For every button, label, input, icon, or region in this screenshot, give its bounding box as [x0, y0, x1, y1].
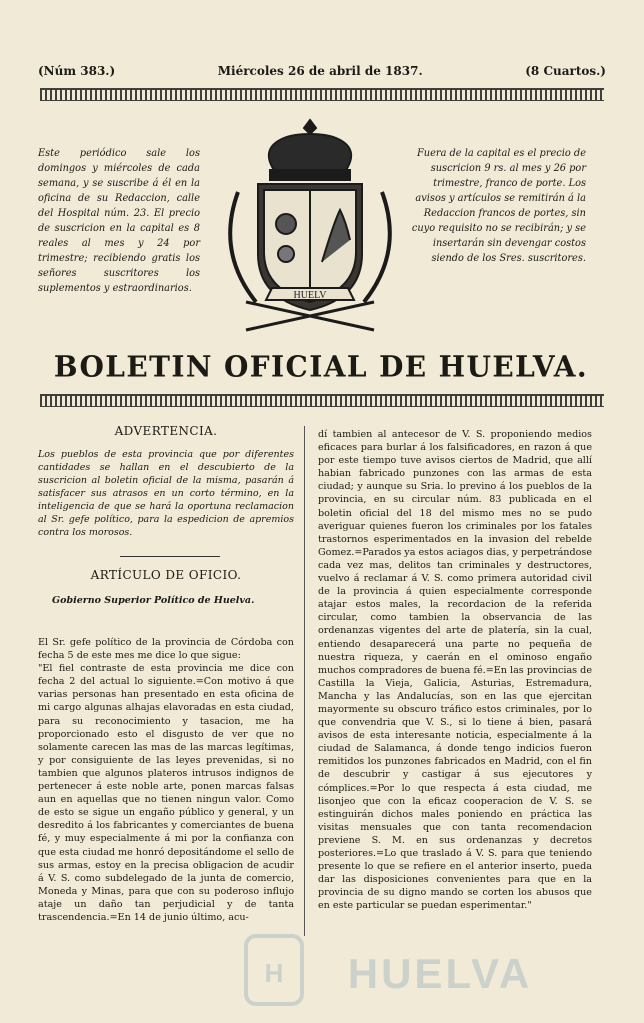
intro-left-paragraph: Este periódico sale los domingos y miércoles de cada semana, y se suscribe á él en la oficina de su Redaccion, calle del Hospital núm. 23. El precio de suscricion en la capital es 8 reales al mes y 24 por trimestre; recibiendo gratis los señores suscritores los suplementos y estraordinarios.	[38, 148, 200, 294]
ornament-rule-masthead	[40, 394, 604, 407]
column-divider	[304, 426, 305, 936]
issue-date: Miércoles 26 de abril de 1837.	[217, 64, 423, 78]
articulo-section	[38, 568, 294, 607]
issue-header	[38, 62, 606, 80]
coat-of-arms-crest	[210, 112, 410, 342]
intro-right-paragraph: Fuera de la capital es el precio de suscricion 9 rs. al mes y 26 por trimestre, franco de porte. Los avisos y artículos se remitirán á la Redaccion francos de portes, sin cuyo requisito no se recibirán; y se insertarán sin devengar costos siendo de los Sres. suscritores.	[411, 148, 586, 264]
advertencia-text: Los pueblos de esta provincia que por diferentes cantidades se hallan en el descubierto de la suscricion al boletin oficial de la misma, pasarán á satisfacer sus atrasos en un corto término, en la inteligencia de que se hará la oportuna reclamacion al Sr. gefe político, para la espedicion de apremios contra los morosos.	[38, 449, 294, 538]
section-divider	[120, 556, 220, 557]
advertencia-section	[38, 424, 294, 539]
archive-watermark	[240, 930, 570, 1010]
articulo-title: ARTÍCULO DE OFICIO.	[90, 568, 242, 582]
left-column-body: El Sr. gefe político de la provincia de Córdoba con fecha 5 de este mes me dice lo que sigue: "El fiel contraste de esta provincia me dice con fecha 2 del actual lo siguiente.=Con motivo á que varias personas han presentado en esta oficina de mi cargo algunas alhajas elavoradas en esta ciudad, para su reconocimiento y tasacion, me ha proporcionado esto el disgusto de ver que no solamente carecen las mas de las marcas legítimas, y por consiguiente de las leyes prevenidas, si no tambien que algunos plateros intrusos indignos de pertenecer á este noble arte, ponen marcas falsas aun en aquellas que no tienen ningun valor. Como de esto se sigue un engaño público y general, y un desredito á los fabricantes y comerciantes de buena fé, y muy especialmente á mi por la confianza con que esta ciudad me honró depositándome el sello de sus armas, estoy en la precisa obligacion de acudir á V. S. como subdelegado de la junta de comercio, Moneda y Minas, para que con su poderoso influjo ataje un daño tan perjudicial y de tanta trascendencia.=En 14 de junio último, acu-	[38, 637, 294, 923]
svg-text:H: H	[264, 958, 284, 988]
advertencia-title: ADVERTENCIA.	[114, 424, 218, 438]
issue-price: (8 Cuartos.)	[525, 64, 606, 78]
watermark-text: HUELVA	[347, 950, 533, 997]
right-column-body: dí tambien al antecesor de V. S. proponiendo medios eficaces para burlar á los falsificadores, en razon á que por este tiempo tuve avisos ciertos de Madrid, que allí habian fabricado punzones con las armas de esta ciudad; y aunque su Sria. lo previno á los pueblos de la provincia, en su circular núm. 83 publicada en el boletin oficial del 18 del mismo mes no se pudo averiguar quienes fueron los criminales por los fatales trastornos esperimentados en la invasion del rebelde Gomez.=Parados ya estos aciagos dias, y perpetrándose cada vez mas, delitos tan criminales y destructores, vuelvo á reclamar á V. S. como primera autoridad civil de la provincia á quien especialmente corresponde atajar estos males, la recordacion de la referida circular, como tambien la observancia de las ordenanzas vigentes del arte de platería, sin la cual, entiendo desaparecerá una parte no pequeña de nuestra riqueza, y caerán en el ominoso engaño muchos compradores de buena fé.=En las provincias de Castilla la Vieja, Galicia, Asturias, Estremadura, Mancha y las Andalucías, son en las que ejercitan mayormente su obscuro tráfico estos criminales, por lo que convendria que V. S., si lo tiene á bien, pasará avisos de esta interesante noticia, especialmente á la ciudad de Salamanca, á donde tengo indicios fueron remitidos los punzones fabricados en Madrid, con el fin de descubrir y castigar á sus ejecutores y cómplices.=Por lo que respecta á esta ciudad, me lisonjeo que con la eficaz cooperacion de V. S. se estinguirán dichos males poniendo en práctica las visitas mensuales que con tanta recomendacion previene S. M. en sus ordenanzas y decretos posteriores.=Lo que traslado á V. S. para que teniendo presente lo que se refiere en el anterior inserto, pueda dar las disposiciones convenientes para que en la provincia de su digno mando se corten los abusos que en este particular se puedan esperimentar."	[318, 429, 592, 912]
masthead-title: BOLETIN OFICIAL DE HUELVA.	[53, 349, 589, 384]
crest-banner-text: HUELV	[293, 290, 327, 301]
ornament-rule-top	[40, 88, 604, 101]
articulo-subtitle: Gobierno Superior Político de Huelva.	[52, 595, 255, 606]
issue-number: (Núm 383.)	[38, 64, 116, 78]
